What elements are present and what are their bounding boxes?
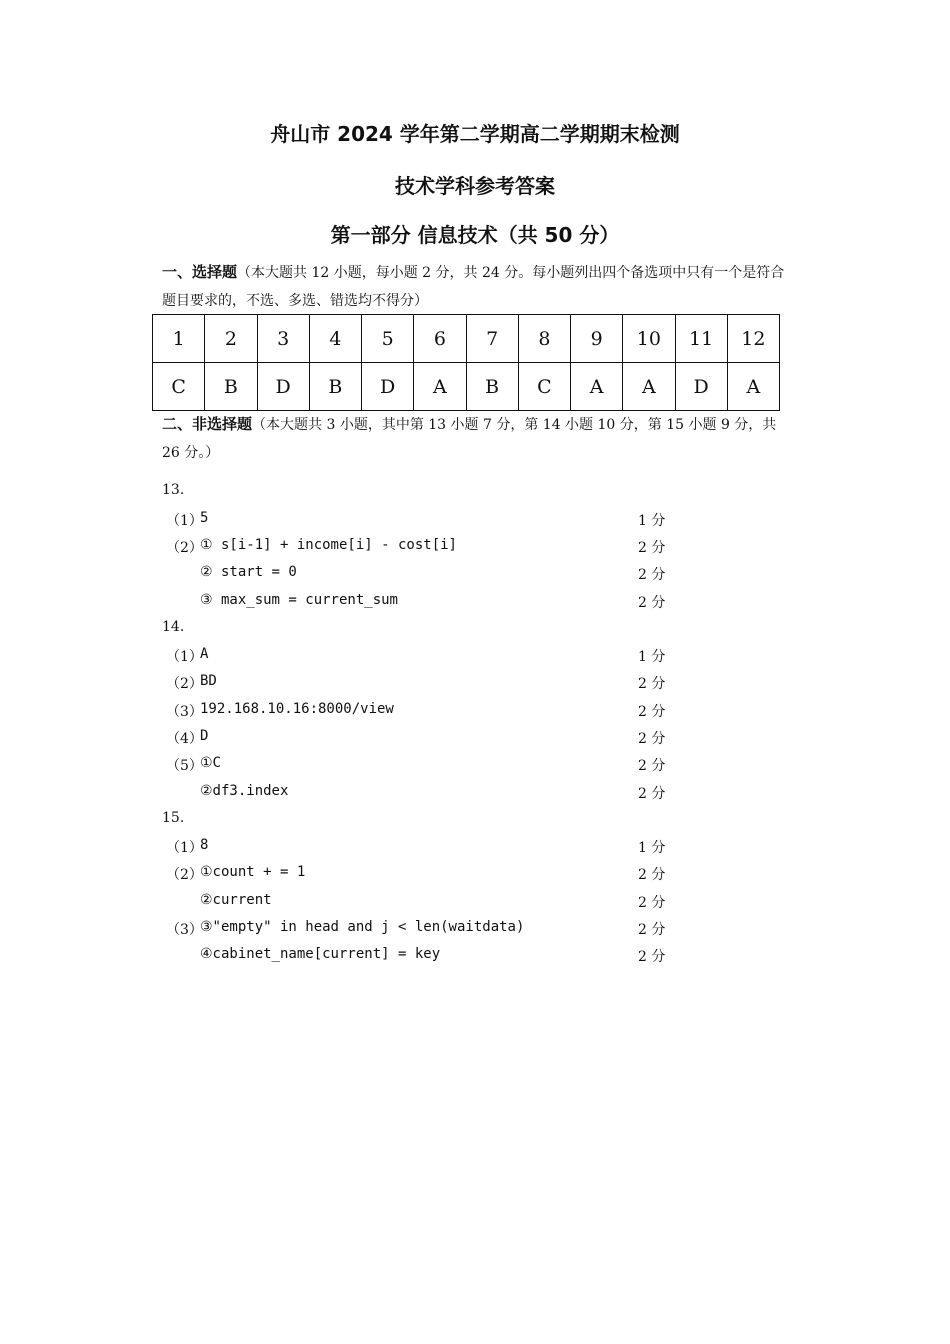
section-2-intro	[162, 410, 792, 467]
answer-text: D	[200, 728, 209, 744]
answer-cell: A	[571, 363, 623, 411]
answer-line	[166, 537, 686, 559]
answer-table	[152, 314, 780, 411]
answer-text: ① s[i-1] + income[i] - cost[i]	[200, 537, 457, 553]
answer-text: ③"empty" in head and j < len(waitdata)	[200, 919, 525, 935]
answer-text: ②current	[200, 892, 272, 908]
answer-points: 2 分	[638, 595, 666, 611]
answer-line	[166, 946, 686, 968]
answer-text: ③ max_sum = current_sum	[200, 592, 398, 608]
answer-points: 2 分	[638, 704, 666, 720]
answer-cell: D	[675, 363, 727, 411]
answer-line	[166, 892, 686, 914]
answer-line	[166, 783, 686, 805]
answer-text: ②df3.index	[200, 783, 289, 799]
answer-table-number-row	[153, 315, 780, 363]
answer-points: 2 分	[638, 731, 666, 747]
answer-label: （2）	[166, 540, 203, 556]
answer-label: （2）	[166, 867, 203, 883]
answer-text: ④cabinet_name[current] = key	[200, 946, 441, 962]
answer-label: （1）	[166, 649, 203, 665]
answer-points: 2 分	[638, 567, 666, 583]
answer-text: ①C	[200, 755, 221, 771]
answer-line	[166, 919, 686, 941]
document-title: 舟山市 2024 学年第二学期高二学期期末检测	[270, 122, 680, 146]
answer-points: 2 分	[638, 922, 666, 938]
answer-label: （3）	[166, 704, 203, 720]
answer-cell: C	[518, 363, 570, 411]
answer-label: （5）	[166, 758, 203, 774]
answer-label: （1）	[166, 840, 203, 856]
part-title: 第一部分 信息技术（共 50 分）	[330, 223, 620, 247]
question-number-cell: 9	[571, 315, 623, 363]
answer-text: A	[200, 646, 209, 662]
answer-cell: A	[414, 363, 466, 411]
answer-text: BD	[200, 673, 217, 689]
answer-line	[166, 564, 686, 586]
answer-text: 5	[200, 510, 209, 526]
section-1-intro	[162, 258, 792, 315]
question-number-cell: 7	[466, 315, 518, 363]
answer-cell: A	[727, 363, 779, 411]
section-2-description: （本大题共 3 小题，其中第 13 小题 7 分，第 14 小题 10 分，第 15 小题 9 分，共 26 分。）	[162, 417, 777, 461]
answer-cell: C	[153, 363, 205, 411]
answer-line	[166, 510, 686, 532]
question-number-cell: 5	[362, 315, 414, 363]
section-1-heading: 一、选择题	[162, 263, 238, 281]
answer-points: 2 分	[638, 867, 666, 883]
answer-line	[166, 673, 686, 695]
answer-points: 2 分	[638, 895, 666, 911]
answer-points: 2 分	[638, 786, 666, 802]
answer-line	[166, 837, 686, 859]
answer-points: 2 分	[638, 758, 666, 774]
answer-points: 1 分	[638, 649, 666, 665]
answer-points: 1 分	[638, 513, 666, 529]
answer-line	[166, 864, 686, 886]
answer-line	[166, 701, 686, 723]
question-number-cell: 4	[309, 315, 361, 363]
document-subtitle: 技术学科参考答案	[395, 174, 555, 198]
question-number-cell: 8	[518, 315, 570, 363]
answer-label: （1）	[166, 513, 203, 529]
question-number-cell: 11	[675, 315, 727, 363]
question-number-cell: 3	[257, 315, 309, 363]
question-number-cell: 12	[727, 315, 779, 363]
answer-points: 2 分	[638, 540, 666, 556]
section-2-heading: 二、非选择题	[162, 415, 253, 433]
answer-text: 8	[200, 837, 209, 853]
answer-points: 2 分	[638, 949, 666, 965]
answer-points: 2 分	[638, 676, 666, 692]
answer-cell: B	[309, 363, 361, 411]
answer-cell: A	[623, 363, 675, 411]
answer-cell: D	[362, 363, 414, 411]
answer-label: （3）	[166, 922, 203, 938]
answer-points: 1 分	[638, 840, 666, 856]
answer-cell: B	[466, 363, 518, 411]
answer-text: ② start = 0	[200, 564, 297, 580]
question-number-cell: 6	[414, 315, 466, 363]
answer-cell: B	[205, 363, 257, 411]
question-14-number: 14.	[162, 619, 185, 635]
answer-line	[166, 592, 686, 614]
answer-line	[166, 646, 686, 668]
question-number-cell: 1	[153, 315, 205, 363]
question-number-cell: 10	[623, 315, 675, 363]
answer-line	[166, 755, 686, 777]
question-13-number: 13.	[162, 482, 185, 498]
question-15-number: 15.	[162, 810, 185, 826]
answer-cell: D	[257, 363, 309, 411]
answer-text: ①count + = 1	[200, 864, 306, 880]
answer-label: （4）	[166, 731, 203, 747]
section-1-description: （本大题共 12 小题，每小题 2 分，共 24 分。每小题列出四个备选项中只有一个是符合题目要求的，不选、多选、错选均不得分）	[162, 265, 785, 309]
answer-label: （2）	[166, 676, 203, 692]
answer-table-answer-row	[153, 363, 780, 411]
answer-line	[166, 728, 686, 750]
question-number-cell: 2	[205, 315, 257, 363]
answer-text: 192.168.10.16:8000/view	[200, 701, 394, 717]
